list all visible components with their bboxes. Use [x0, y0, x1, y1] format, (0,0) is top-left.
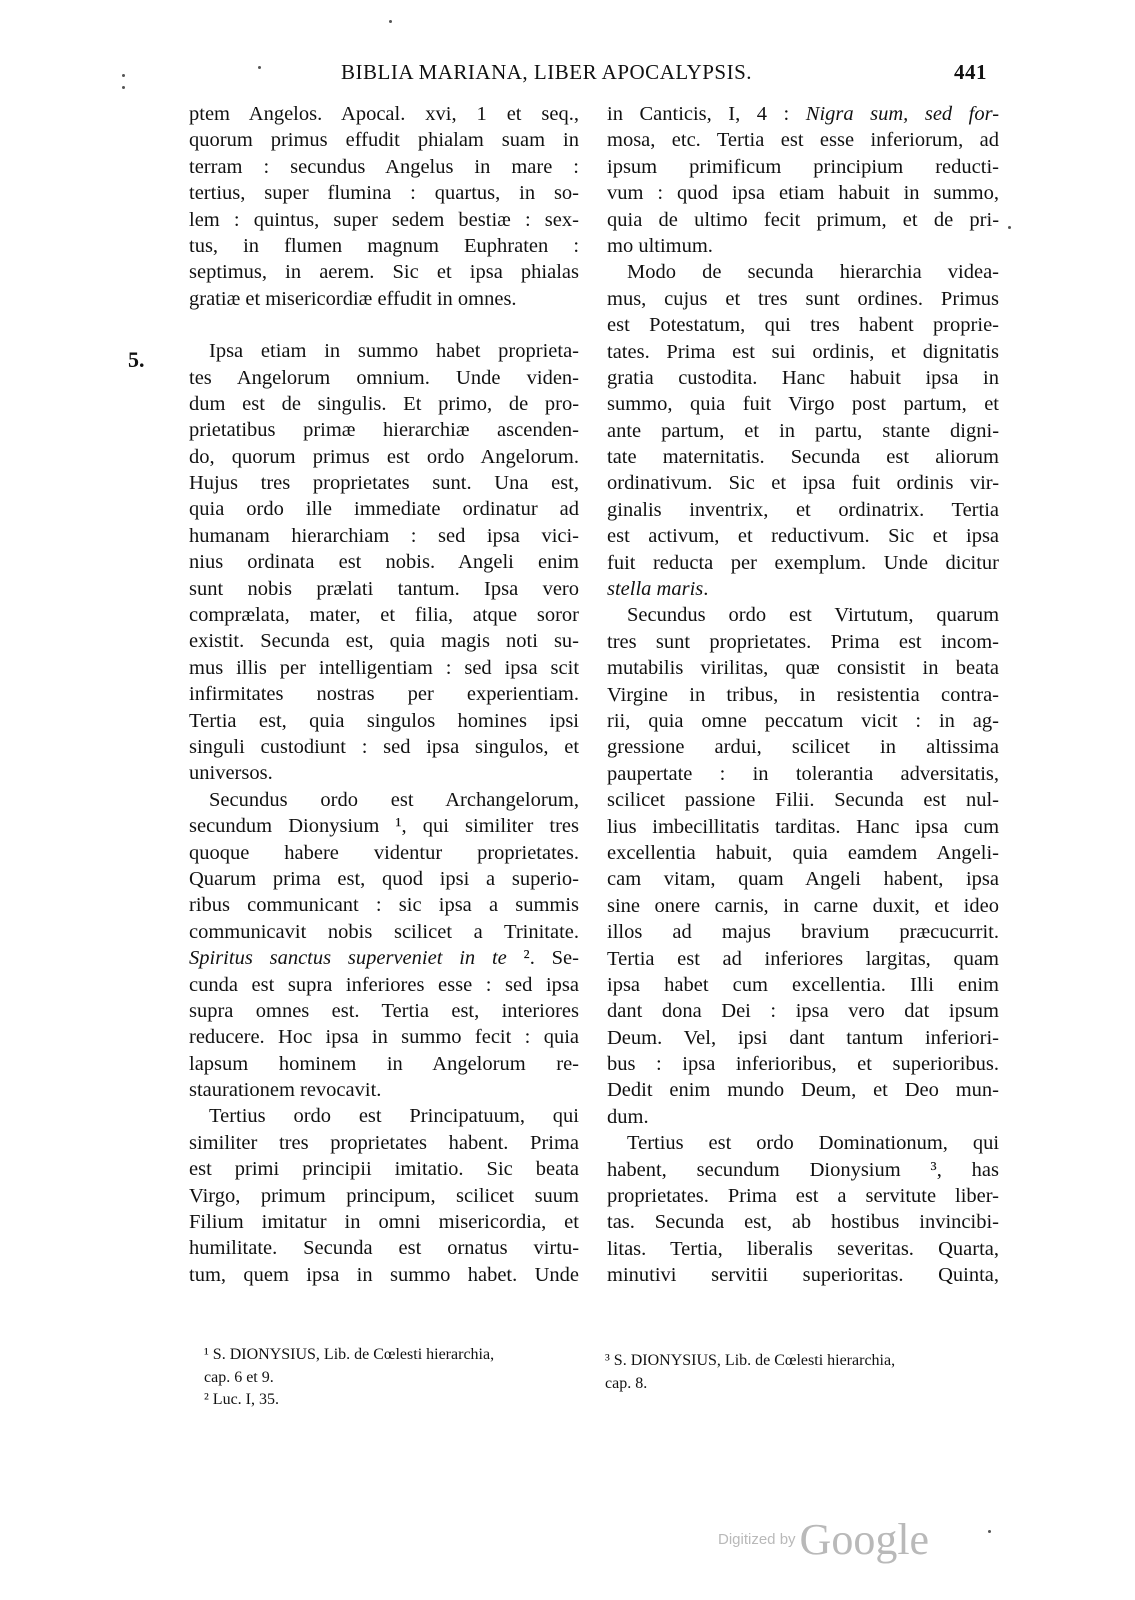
- text-line: Tertia est, quia singulos homines ipsi: [189, 709, 579, 732]
- text-line: vum : quod ipsa etiam habuit in summo,: [607, 182, 999, 205]
- text-line: tas. Secunda est, ab hostibus invincibi-: [607, 1211, 999, 1234]
- text-line: gressione ardui, scilicet in altissima: [607, 736, 999, 759]
- text-line: universos.: [189, 762, 273, 785]
- text-line: Secundus ordo est Archangelorum,: [209, 788, 579, 811]
- text-line: cam vitam, quam Angeli habent, ipsa: [607, 868, 999, 891]
- text-line: humanam hierarchiam : sed ipsa vici-: [189, 524, 579, 547]
- text-line: mus illis per intelligentiam : sed ipsa scit: [189, 656, 579, 679]
- text-line: communicavit nobis scilicet a Trinitate.: [189, 920, 579, 943]
- text-line: ordinativum. Sic et ipsa fuit ordinis vir-: [607, 472, 999, 495]
- text-line: summo, quia fuit Virgo post partum, et: [607, 393, 999, 416]
- text-line: comprælata, mater, et filia, atque soror: [189, 604, 579, 627]
- footnote-line: cap. 6 et 9.: [204, 1368, 274, 1386]
- text-line: similiter tres proprietates habent. Prima: [189, 1131, 579, 1154]
- text-line: Deum. Vel, ipsi dant tantum inferiori-: [607, 1026, 999, 1049]
- watermark-logo-text: Google: [799, 1515, 930, 1564]
- scan-speck: [122, 74, 125, 77]
- google-watermark: [718, 1514, 929, 1574]
- text-line: in Canticis, I, 4 : Nigra sum, sed for-: [607, 103, 999, 125]
- text-line: paupertate : in tolerantia adversitatis,: [607, 762, 999, 785]
- text-line: tus, in flumen magnum Euphraten :: [189, 234, 579, 257]
- text-line: prietatibus primæ hierarchiæ ascenden-: [189, 419, 579, 442]
- text-line: quia de ultimo fecit primum, et de pri-: [607, 208, 999, 231]
- footnote-line: ² Luc. I, 35.: [204, 1391, 279, 1408]
- text-line: ptem Angelos. Apocal. xvi, 1 et seq.,: [189, 103, 579, 125]
- text-line: proprietates. Prima est a servitute liber-: [607, 1185, 999, 1208]
- text-line: quia ordo ille immediate ordinatur ad: [189, 498, 579, 521]
- text-line: tates. Prima est sui ordinis, et dignitatis: [607, 340, 999, 363]
- text-line: terram : secundus Angelus in mare :: [189, 155, 579, 178]
- text-line: reducere. Hoc ipsa in summo fecit : quia: [189, 1026, 579, 1049]
- text-line: stella maris.: [607, 578, 709, 601]
- text-line: Secundus ordo est Virtutum, quarum: [627, 604, 999, 627]
- text-line: lem : quintus, super sedem bestiæ : sex-: [189, 208, 579, 231]
- running-title: BIBLIA MARIANA, LIBER APOCALYPSIS.: [341, 60, 753, 84]
- text-line: bus : ipsa inferioribus, et superioribus.: [607, 1053, 999, 1076]
- text-line: staurationem revocavit.: [189, 1079, 382, 1102]
- text-line: supra omnes est. Tertia est, interiores: [189, 999, 579, 1022]
- margin-section-number: 5.: [128, 347, 145, 372]
- text-line: tate maternitatis. Secunda est aliorum: [607, 446, 999, 469]
- text-line: lapsum hominem in Angelorum re-: [189, 1052, 579, 1075]
- footnote-line: ¹ S. DIONYSIUS, Lib. de Cœlesti hierarchia,: [204, 1346, 495, 1363]
- text-line: humilitate. Secunda est ornatus virtu-: [189, 1237, 579, 1260]
- text-line: est activum, et reductivum. Sic et ipsa: [607, 525, 999, 548]
- text-line: sine onere carnis, in carne duxit, et ideo: [607, 894, 999, 917]
- text-line: dum est de singulis. Et primo, de pro-: [189, 392, 579, 415]
- text-line: tertius, super flumina : quartus, in so-: [189, 182, 579, 205]
- page-number: 441: [954, 60, 987, 84]
- text-line: septimus, in aerem. Sic et ipsa phialas: [189, 261, 579, 284]
- text-line: fuit reducta per exemplum. Unde dicitur: [607, 551, 999, 574]
- scan-speck: [122, 86, 125, 89]
- scan-speck: [988, 1530, 991, 1533]
- text-line: Quarum prima est, quod ipsi a superio-: [189, 867, 579, 890]
- text-line: singuli custodiunt : sed ipsa singulos, et: [189, 735, 579, 758]
- text-line: est primi principii imitatio. Sic beata: [189, 1158, 579, 1181]
- running-head: [0, 58, 1135, 92]
- text-line: secundum Dionysium ¹, qui similiter tres: [189, 815, 579, 838]
- text-line: cunda est supra inferiores esse : sed ipsa: [189, 973, 579, 996]
- text-line: tres sunt proprietates. Prima est incom-: [607, 630, 999, 653]
- text-line: Ipsa etiam in summo habet proprieta-: [209, 340, 579, 363]
- text-line: Spiritus sanctus superveniet in te ². Se-: [189, 947, 579, 970]
- text-line: ipsa habet cum excellentia. Illi enim: [607, 973, 999, 996]
- text-line: Modo de secunda hierarchia videa-: [627, 261, 999, 284]
- scan-speck: [258, 66, 261, 69]
- text-line: mutabilis virilitas, quæ consistit in beata: [607, 657, 999, 680]
- text-line: infirmitates nostras per experientiam.: [189, 683, 579, 706]
- text-line: est Potestatum, qui tres habent proprie-: [607, 314, 999, 337]
- text-line: ginalis inventrix, et ordinatrix. Tertia: [607, 498, 999, 521]
- text-line: minutivi servitii superioritas. Quinta,: [607, 1264, 999, 1287]
- scan-speck: [389, 20, 392, 23]
- left-column: [189, 101, 579, 1288]
- text-line: Hujus tres proprietates sunt. Una est,: [189, 472, 579, 495]
- text-line: gratia custodita. Hanc habuit ipsa in: [607, 366, 999, 389]
- text-line: existit. Secunda est, quia magis noti su-: [189, 630, 579, 653]
- text-line: mo ultimum.: [607, 234, 713, 257]
- right-footnotes: [605, 1350, 995, 1395]
- watermark-small-text: Digitized by: [718, 1531, 796, 1548]
- text-line: dant dona Dei : ipsa vero dat ipsum: [607, 1000, 999, 1023]
- text-line: Tertia est ad inferiores largitas, quam: [607, 947, 999, 970]
- paragraph-gap: [189, 312, 579, 338]
- text-line: ipsum primificum principium reducti-: [607, 155, 999, 178]
- text-line: Dedit enim mundo Deum, et Deo mun-: [607, 1079, 999, 1102]
- text-line: tum, quem ipsa in summo habet. Unde: [189, 1263, 579, 1286]
- text-line: habent, secundum Dionysium ³, has: [607, 1158, 999, 1181]
- text-line: scilicet passione Filii. Secunda est nul-: [607, 789, 999, 812]
- text-line: Filium imitatur in omni misericordia, et: [189, 1211, 579, 1234]
- text-line: dum.: [607, 1105, 649, 1128]
- text-line: ante partum, et in partu, stante digni-: [607, 419, 999, 442]
- text-line: quoque habere videntur proprietates.: [189, 841, 579, 864]
- text-line: quorum primus effudit phialam suam in: [189, 129, 579, 152]
- text-line: nius ordinata est nobis. Angeli enim: [189, 551, 579, 574]
- footnote-line: ³ S. DIONYSIUS, Lib. de Cœlesti hierarchia,: [605, 1352, 896, 1369]
- text-line: litas. Tertia, liberalis severitas. Quarta,: [607, 1237, 999, 1260]
- text-line: Virgine in tribus, in resistentia contra-: [607, 683, 999, 706]
- text-line: tes Angelorum omnium. Unde viden-: [189, 366, 579, 389]
- text-line: rii, quia omne peccatum vicit : in ag-: [607, 709, 999, 732]
- text-line: sunt nobis prælati tantum. Ipsa vero: [189, 577, 579, 600]
- right-column: [607, 101, 999, 1289]
- text-line: do, quorum primus est ordo Angelorum.: [189, 445, 579, 468]
- text-line: mus, cujus et tres sunt ordines. Primus: [607, 287, 999, 310]
- text-line: illos ad majus bravium præcucurrit.: [607, 921, 999, 944]
- text-line: lius imbecillitatis tarditas. Hanc ipsa cum: [607, 815, 999, 838]
- text-line: Virgo, primum principum, scilicet suum: [189, 1184, 579, 1207]
- text-line: gratiæ et misericordiæ effudit in omnes.: [189, 287, 517, 310]
- text-line: excellentia habuit, quia eamdem Angeli-: [607, 841, 999, 864]
- left-footnotes: [204, 1344, 584, 1412]
- text-line: mosa, etc. Tertia est esse inferiorum, ad: [607, 129, 999, 152]
- text-line: ribus communicant : sic ipsa a summis: [189, 894, 579, 917]
- text-line: Tertius est ordo Dominationum, qui: [627, 1132, 999, 1155]
- footnote-line: cap. 8.: [605, 1374, 648, 1392]
- scan-speck: [1008, 226, 1011, 229]
- text-line: Tertius ordo est Principatuum, qui: [209, 1105, 579, 1128]
